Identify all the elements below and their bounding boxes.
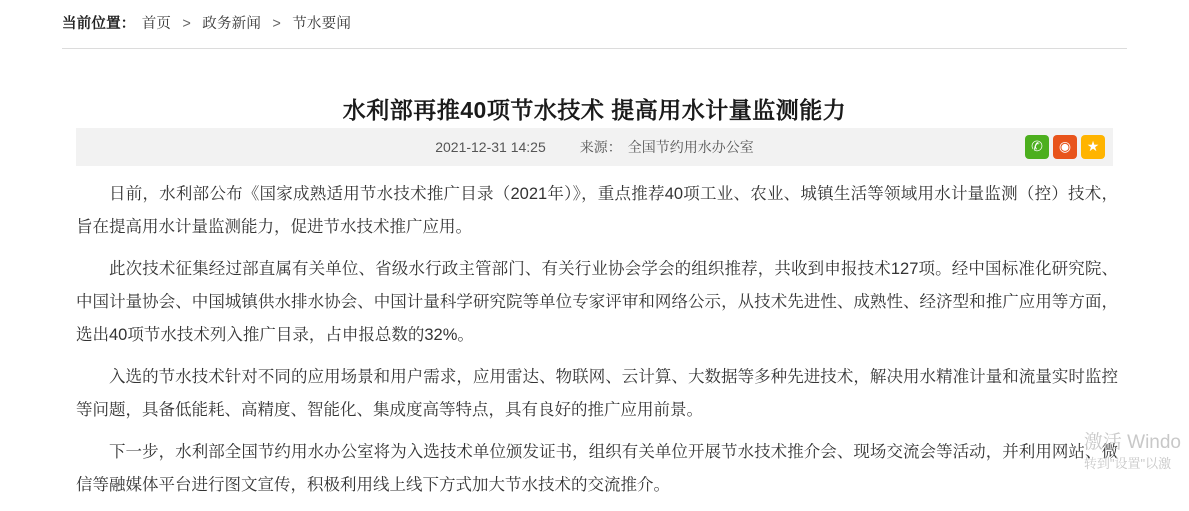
qzone-glyph: ★ [1086,139,1100,155]
source-value: 全国节约用水办公室 [627,139,754,155]
breadcrumb-label: 当前位置： [62,16,136,32]
wechat-share-icon[interactable] [1025,135,1049,159]
breadcrumb [62,12,353,33]
source-label: 来源： [579,139,622,155]
qzone-share-icon[interactable] [1081,135,1105,159]
article-paragraph: 入选的节水技术针对不同的应用场景和用户需求，应用雷达、物联网、云计算、大数据等多种先进技术，解决用水精准计量和流量实时监控等问题，具备低能耗、高精度、智能化、集成度高等特点，具有良好的推广应用前景。 [76,368,1118,419]
article-paragraph: 下一步，水利部全国节约用水办公室将为入选技术单位颁发证书，组织有关单位开展节水技术推介会、现场交流会等活动，并利用网站、微信等融媒体平台进行图文宣传，积极利用线上线下方式加大节水技术的交流推介。 [76,443,1118,494]
breadcrumb-item-water-saving-news[interactable]: 节水要闻 [292,16,352,32]
breadcrumb-item-government-news[interactable]: 政务新闻 [202,16,262,32]
breadcrumb-item-home[interactable]: 首页 [141,16,172,32]
breadcrumb-separator: > [272,16,281,32]
watermark-line-2: 转到"设置"以激 [1083,456,1172,471]
article-body [76,178,1118,511]
breadcrumb-divider [62,48,1127,49]
watermark-line-1: 激活 Windo [1083,432,1181,453]
weibo-glyph: ◉ [1058,139,1072,155]
breadcrumb-separator: > [182,16,192,32]
article-meta [435,137,754,157]
article-paragraph: 日前，水利部公布《国家成熟适用节水技术推广目录（2021年）》，重点推荐40项工业、农业、城镇生活等领域用水计量监测（控）技术，旨在提高用水计量监测能力，促进节水技术推广应用。 [76,185,1118,236]
weibo-share-icon[interactable] [1053,135,1077,159]
share-icons [1025,135,1105,159]
publish-date: 2021-12-31 14:25 [435,139,546,155]
article-paragraph: 此次技术征集经过部直属有关单位、省级水行政主管部门、有关行业协会学会的组织推荐，共收到申报技术127项。经中国标准化研究院、中国计量协会、中国城镇供水排水协会、中国计量科学研究院等单位专家评审和网络公示，从技术先进性、成熟性、经济型和推广应用等方面，选出40项节水技术列入推广目录，占申报总数的32%。 [76,260,1118,344]
article-meta-bar [76,128,1113,166]
page-title: 水利部再推40项节水技术 提高用水计量监测能力 [342,97,847,124]
wechat-glyph: ✆ [1031,139,1043,155]
